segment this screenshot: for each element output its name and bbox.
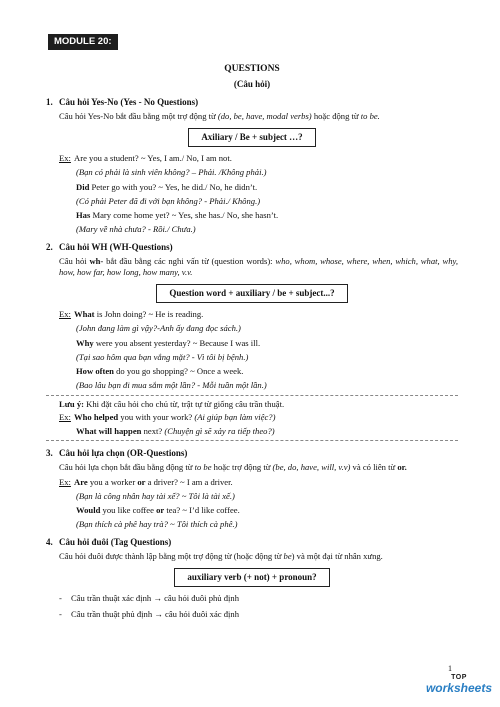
bullet-dash: - [59, 593, 62, 604]
text: were you absent yesterday? ~ Because I was ill. [93, 337, 261, 348]
formula-container [46, 284, 458, 303]
text: a driver? ~ I am a driver. [145, 476, 233, 487]
example-label: Ex: [59, 309, 71, 320]
text: next? [141, 425, 165, 436]
bullet-dash: - [59, 609, 62, 620]
example-text [76, 338, 458, 349]
text: bắt đầu bằng các nghi vấn từ (question words): [103, 256, 276, 267]
example-text [76, 426, 458, 437]
logo-brand-text: worksheets [425, 680, 492, 695]
text: Mary come home yet? ~ Yes, she has./ No, she hasn’t. [90, 210, 279, 221]
example-label: Ex: [59, 476, 71, 487]
list-item-text: Câu trần thuật xác định → câu hỏi đuôi phủ định [71, 593, 240, 604]
page-subtitle: (Câu hỏi) [233, 78, 271, 89]
text: be [283, 551, 292, 562]
list-item [59, 593, 458, 604]
text: (do, be, have, modal verbs) [217, 111, 312, 122]
formula-box: Axiliary / Be + subject …? [188, 128, 315, 147]
list-item-text: Câu trần thuật phủ định → câu hỏi đuôi xác định [71, 609, 240, 620]
keyword: or [137, 476, 146, 487]
example-text [74, 309, 458, 320]
section-title: Câu hỏi WH (WH-Questions) [59, 242, 173, 253]
text: do you go shopping? ~ Once a week. [113, 366, 244, 377]
text: và có liên từ [350, 461, 398, 472]
example-line [59, 309, 458, 320]
section-3-heading [46, 448, 458, 459]
example-line [59, 412, 458, 423]
section-number: 4. [46, 537, 53, 548]
text: Câu hỏi [59, 256, 90, 267]
example-translation: (Có phải Peter đã đi với bạn không? - Phải./ Không.) [76, 195, 261, 206]
section-1-heading [46, 97, 458, 108]
module-label: MODULE 20: [48, 34, 118, 50]
section-number: 3. [46, 447, 53, 458]
example-label: Ex: [59, 411, 71, 422]
page-title: QUESTIONS [224, 63, 280, 74]
keyword: How often [76, 366, 114, 377]
example-text [74, 412, 458, 423]
keyword: Did [76, 181, 90, 192]
note-block [46, 395, 458, 441]
text: you with your work? [118, 411, 195, 422]
text: tea? ~ I’d like coffee. [164, 505, 240, 516]
text: Khi đặt câu hỏi cho chủ từ, trật tự từ giống câu trần thuật. [83, 399, 285, 410]
text: to be [194, 461, 212, 472]
example-text [76, 505, 458, 516]
example-translation: (Bạn thích cà phê hay trà? ~ Tôi thích cà phê.) [76, 519, 238, 530]
text: (be, do, have, will, v.v) [272, 461, 351, 472]
text: ) và một đại từ nhân xưng. [291, 551, 383, 562]
formula-box: auxiliary verb (+ not) + pronoun? [174, 568, 329, 587]
example-translation: (Bao lâu bạn đi mua sắm một lần? - Mỗi tuần một lần.) [76, 380, 267, 391]
section-1-description [59, 111, 458, 122]
example-translation: (Bạn có phải là sinh viên không? – Phải. /Không phải.) [76, 167, 267, 178]
example-translation: (Tại sao hôm qua bạn vắng mặt? - Vì tôi bị bệnh.) [76, 351, 249, 362]
keyword: or. [397, 461, 407, 472]
text: who, whom, whose, where, when, which, what, why, how, how far, how long, how many, v.v. [59, 256, 458, 278]
section-4-description [59, 551, 458, 562]
keyword: Why [76, 337, 94, 348]
section-title: Câu hỏi đuôi (Tag Questions) [59, 537, 172, 548]
keyword: Would [76, 505, 101, 516]
text: is John doing? ~ He is reading. [94, 309, 204, 320]
example-text [74, 477, 458, 488]
example-translation: (John đang làm gì vậy?-Anh ấy đang đọc sách.) [76, 323, 241, 334]
keyword: Are [74, 476, 88, 487]
keyword: What will happen [76, 425, 142, 436]
formula-container [46, 128, 458, 147]
text: Câu hỏi đuôi được thành lập bằng một trợ động từ (hoặc động từ [59, 551, 284, 562]
example-translation: (Bạn là công nhân hay tài xế? ~ Tôi là tài xế.) [76, 490, 235, 501]
text: you like coffee [100, 505, 157, 516]
text: you a worker [87, 476, 138, 487]
section-2-heading [46, 242, 458, 253]
section-4-heading [46, 537, 458, 548]
text: hoặc động từ [311, 111, 361, 122]
list-item [59, 609, 458, 620]
example-label: Ex: [59, 153, 71, 164]
section-3-description [59, 462, 458, 473]
example-line [59, 477, 458, 488]
note-label: Lưu ý: [59, 399, 84, 410]
example-text: Are you a student? ~ Yes, I am./ No, I am not. [74, 153, 232, 164]
logo-top-text: TOP [451, 674, 467, 681]
example-translation: (Ai giúp bạn làm việc?) [194, 411, 276, 422]
keyword: wh- [89, 256, 104, 267]
formula-container [46, 568, 458, 587]
section-title: Câu hỏi Yes-No (Yes - No Questions) [59, 97, 199, 107]
brand-logo [426, 674, 492, 696]
section-number: 2. [46, 242, 53, 253]
example-translation: (Chuyện gì sẽ xảy ra tiếp theo?) [164, 425, 275, 436]
text: hoặc trợ động từ [211, 461, 273, 472]
section-title: Câu hỏi lựa chọn (OR-Questions) [59, 447, 188, 458]
keyword: Who helped [74, 411, 119, 422]
example-text [76, 182, 458, 193]
section-2-description [59, 256, 458, 277]
text: Peter go with you? ~ Yes, he did./ No, he didn’t. [89, 181, 258, 192]
note-text [59, 399, 458, 410]
formula-box: Question word + auxiliary / be + subject...? [156, 284, 347, 303]
example-text [76, 210, 458, 221]
example-line [59, 153, 458, 164]
section-number: 1. [46, 97, 53, 107]
keyword: Has [76, 210, 91, 221]
text: to be. [360, 111, 380, 122]
page-number: 1 [448, 664, 452, 673]
example-text [76, 366, 458, 377]
keyword: or [156, 505, 165, 516]
example-translation: (Mary về nhà chưa? - Rồi./ Chưa.) [76, 224, 196, 235]
text: Câu hỏi Yes-No bắt đầu bằng một trợ động từ [59, 111, 218, 122]
text: Câu hỏi lựa chọn bắt đầu bằng động từ [59, 461, 195, 472]
keyword: What [74, 309, 95, 320]
